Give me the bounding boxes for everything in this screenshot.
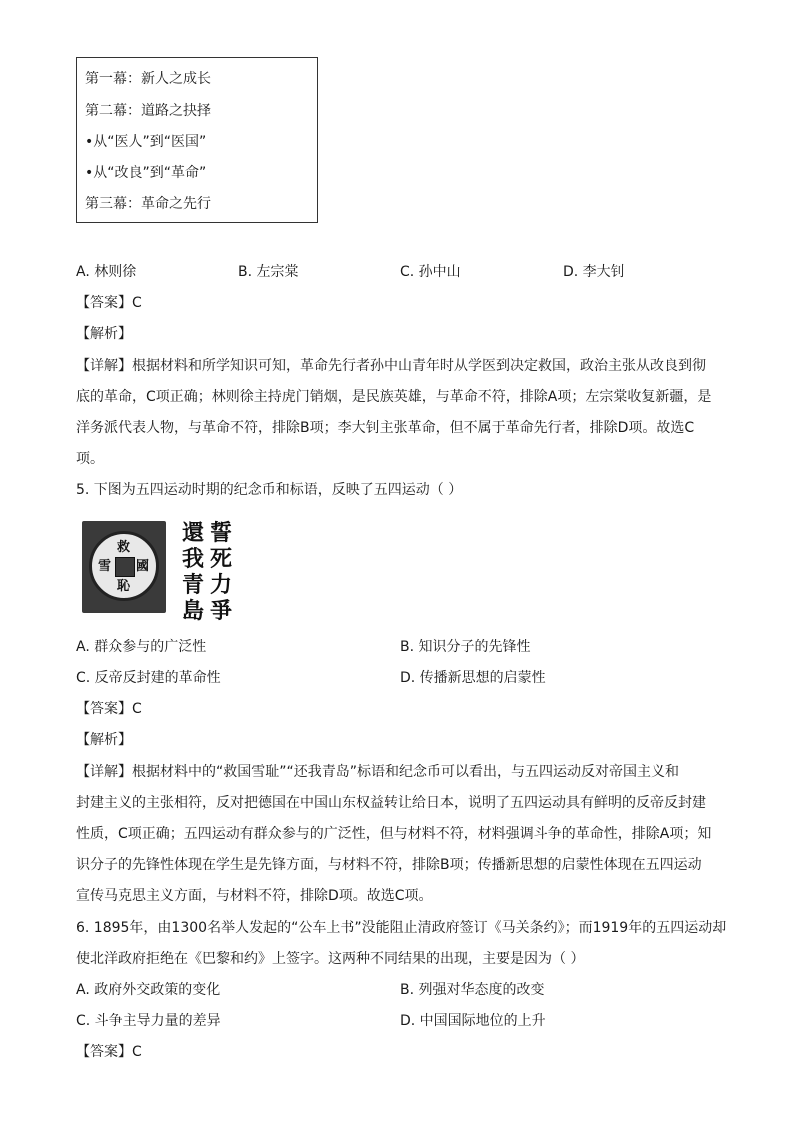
coin-char-top: 救 [117,540,131,555]
q6-option-b: B. 列强对华态度的改变 [400,982,545,998]
material-line-2: 第二幕：道路之抉择 [85,103,211,119]
q5-option-d: D. 传播新思想的启蒙性 [400,670,546,686]
material-box [76,57,318,223]
q5-option-b: B. 知识分子的先锋性 [400,639,531,655]
material-line-4: •从“改良”到“革命” [85,165,207,181]
q4-option-a: A. 林则徐 [76,264,137,280]
q4-detail-line-2: 底的革命，C项正确；林则徐主持虎门销烟，是民族英雄，与革命不符，排除A项；左宗棠收复新疆，是 [76,389,712,405]
q4-answer: 【答案】C [76,295,142,311]
q6-option-d: D. 中国国际地位的上升 [400,1013,546,1029]
q6-option-a: A. 政府外交政策的变化 [76,982,221,998]
q4-option-c: C. 孙中山 [400,264,461,280]
slogan-column-1 [208,520,234,624]
q4-detail-line-3: 洋务派代表人物，与革命不符，排除B项；李大钊主张革命，但不属于革命先行者，排除D项。故选C [76,420,695,436]
q5-detail-line-2: 封建主义的主张相符，反对把德国在中国山东权益转让给日本，说明了五四运动具有鲜明的反帝反封建 [76,795,706,811]
q4-analysis-heading: 【解析】 [76,326,132,342]
coin-char-left: 雪 [98,559,112,574]
q5-stem: 5. 下图为五四运动时期的纪念币和标语，反映了五四运动（ ） [76,482,463,498]
q5-option-a: A. 群众参与的广泛性 [76,639,207,655]
q5-detail-line-4: 识分子的先锋性体现在学生是先锋方面，与材料不符，排除B项；传播新思想的启蒙性体现在五四运动 [76,857,702,873]
coin [89,531,159,601]
q6-stem-line-2: 使北洋政府拒绝在《巴黎和约》上签字。这两种不同结果的出现，主要是因为（ ） [76,951,585,967]
slogan-column-2 [180,520,206,624]
q5-answer: 【答案】C [76,701,142,717]
q5-analysis-heading: 【解析】 [76,732,132,748]
coin-char-right: 國 [136,559,150,574]
q5-option-c: C. 反帝反封建的革命性 [76,670,221,686]
q4-detail-line-4: 项。 [76,451,104,467]
q6-stem-line-1: 6. 1895年，由1300名举人发起的“公车上书”没能阻止清政府签订《马关条约》；而1919年的五四运动却 [76,920,727,936]
slogan-text-2: 還我青島 [181,520,204,624]
coin-char-bottom: 恥 [117,579,131,594]
commemorative-coin-image [82,521,166,613]
material-line-1: 第一幕：新人之成长 [85,71,211,87]
q4-option-b: B. 左宗棠 [238,264,299,280]
q4-option-d: D. 李大钊 [563,264,625,280]
q6-option-c: C. 斗争主导力量的差异 [76,1013,221,1029]
material-line-3: •从“医人”到“医国” [85,134,207,150]
coin-square-hole [115,557,135,577]
q6-answer: 【答案】C [76,1044,142,1060]
slogan-text-1: 誓死力爭 [209,520,232,624]
q5-detail-line-1: 【详解】根据材料中的“救国雪耻”“还我青岛”标语和纪念币可以看出，与五四运动反对帝国主义和 [76,764,680,780]
q4-detail-line-1: 【详解】根据材料和所学知识可知，革命先行者孙中山青年时从学医到决定救国，政治主张从改良到彻 [76,358,706,374]
material-line-5: 第三幕：革命之先行 [85,196,211,212]
q5-detail-line-3: 性质，C项正确；五四运动有群众参与的广泛性，但与材料不符，材料强调斗争的革命性，排除A项；知 [76,826,712,842]
q5-detail-line-5: 宣传马克思主义方面，与材料不符，排除D项。故选C项。 [76,888,433,904]
